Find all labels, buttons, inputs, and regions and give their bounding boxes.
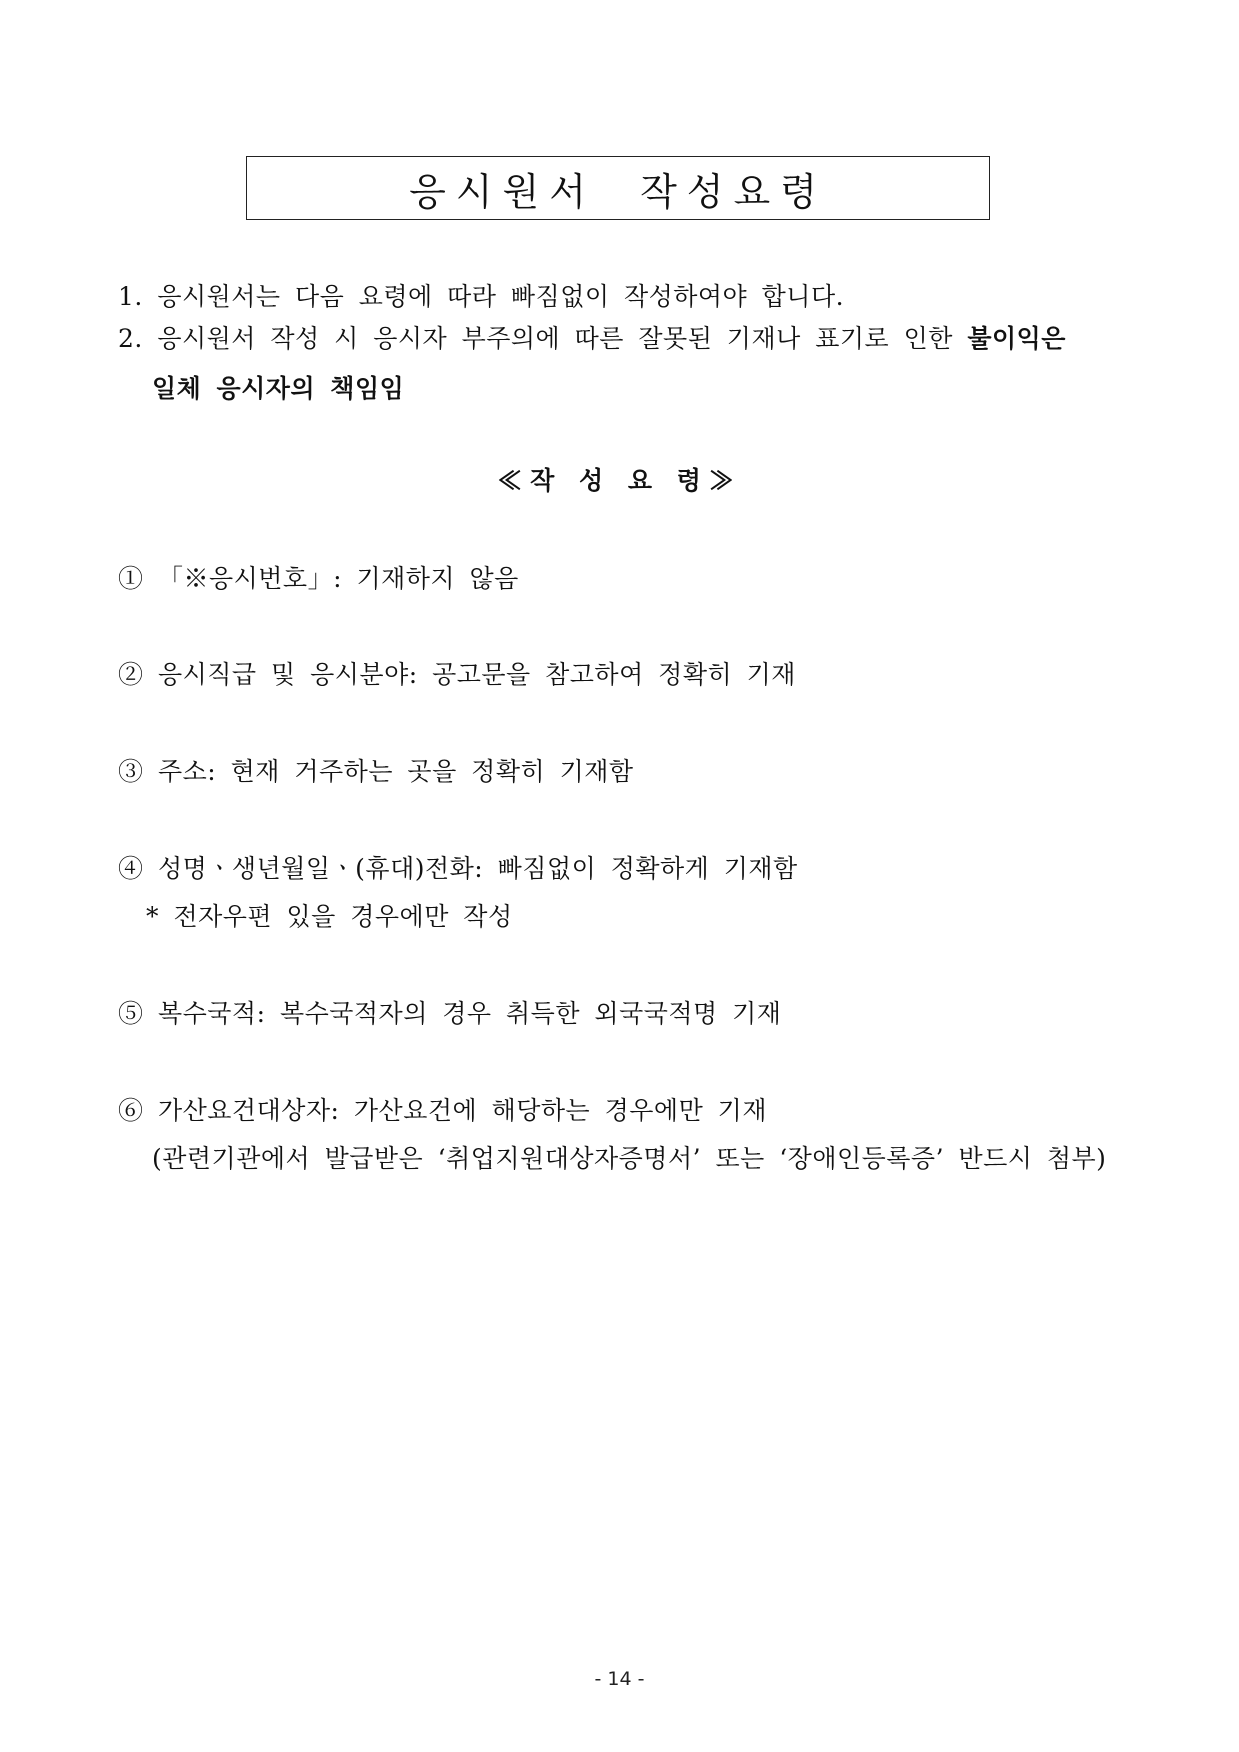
document-title-box xyxy=(246,156,990,220)
item-1 xyxy=(118,564,519,594)
item-1-text: 「※응시번호」: 기재하지 않음 xyxy=(157,564,519,593)
item-4-text: 성명ㆍ생년월일ㆍ(휴대)전화: 빠짐없이 정확하게 기재함 xyxy=(157,854,798,883)
notice-1 xyxy=(118,282,844,312)
notice-2-number: 2. xyxy=(118,324,143,353)
notice-2 xyxy=(118,324,1066,354)
notice-2-text: 응시원서 작성 시 응시자 부주의에 따른 잘못된 기재나 표기로 인한 xyxy=(157,324,968,353)
item-5-marker: ⑤ xyxy=(118,999,144,1028)
item-2 xyxy=(118,660,796,690)
item-2-text: 응시직급 및 응시분야: 공고문을 참고하여 정확히 기재 xyxy=(157,660,796,689)
item-2-marker: ② xyxy=(118,660,144,689)
item-6-text: 가산요건대상자: 가산요건에 해당하는 경우에만 기재 xyxy=(157,1096,767,1125)
item-3 xyxy=(118,757,634,787)
item-5-text: 복수국적: 복수국적자의 경우 취득한 외국국적명 기재 xyxy=(157,999,782,1028)
notice-1-text: 응시원서는 다음 요령에 따라 빠짐없이 작성하여야 합니다. xyxy=(157,282,845,311)
document-title: 응시원서 작성요령 xyxy=(409,169,827,214)
item-6 xyxy=(118,1096,767,1126)
notice-1-number: 1. xyxy=(118,282,143,311)
item-3-marker: ③ xyxy=(118,757,144,786)
item-5 xyxy=(118,999,781,1029)
item-1-marker: ① xyxy=(118,564,144,593)
item-6-note: (관련기관에서 발급받은 ‘취업지원대상자증명서’ 또는 ‘장애인등록증’ 반드시 첨부) xyxy=(152,1144,1107,1173)
section-subheading: ≪작 성 요 령≫ xyxy=(497,466,742,495)
item-4-note: * 전자우편 있을 경우에만 작성 xyxy=(146,902,513,931)
notice-2-bold-text: 불이익은 xyxy=(967,324,1066,353)
notice-2-continuation: 일체 응시자의 책임임 xyxy=(152,374,405,403)
item-4 xyxy=(118,854,798,884)
item-6-marker: ⑥ xyxy=(118,1096,144,1125)
page-number: - 14 - xyxy=(594,1668,645,1690)
item-4-marker: ④ xyxy=(118,854,144,883)
item-3-text: 주소: 현재 거주하는 곳을 정확히 기재함 xyxy=(157,757,634,786)
